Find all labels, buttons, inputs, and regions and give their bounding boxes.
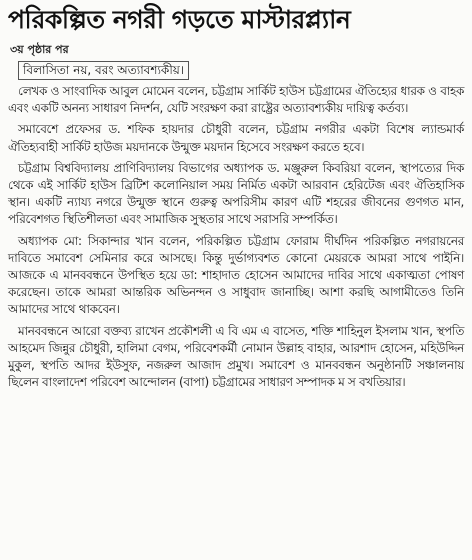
article-paragraph: মানববন্ধনে আরো বক্তব্য রাখেন প্রকৌশলী এ বি এম এ বাসেত, শক্তি শাহিনুল ইসলাম খান, স্থপতি আহমেদ জিন্নুর চৌধুরী, হালিমা বেগম, পরিবেশকর্মী নোমান উল্লাহ বাহার, আরশাদ হোসেন, মহিউদ্দিন মুকুল, স্থপতি আদর ইউসুফ, নজরুল আজাদ প্রমুখ। সমাবেশ ও মানববন্ধন অনুষ্ঠানটি সঞ্চালনায় ছিলেন বাংলাদেশ পরিবেশ আন্দোলন (বাপা) চট্টগ্রামের সাধারণ সম্পাদক ম স বখতিয়ার। bbox=[8, 323, 464, 390]
headline: পরিকল্পিত নগরী গড়তে মাস্টারপ্ল্যান bbox=[8, 5, 351, 34]
article-paragraph: সমাবেশে প্রফেসর ড. শফিক হায়দার চৌধুরী বলেন, চট্টগ্রাম নগরীর একটা বিশেষ ল্যান্ডমার্ক ঐতিহ্যবাহী সার্কিট হাউজ ময়দানকে উন্মুক্ত ময়দান হিসেবে সংরক্ষণ করতে হবে। bbox=[8, 122, 464, 154]
article-paragraph: অধ্যাপক মো: সিকান্দার খান বলেন, পরিকল্পিত চট্টগ্রাম ফোরাম দীর্ঘদিন পরিকল্পিত নগরায়নের দাবিতে সমাবেশ সেমিনার করে আসছে। কিন্তু দুর্ভাগ্যবশত কোনো মেয়রকে আমরা সাথে পাইনি। আজকে এ মানববন্ধনে উপস্থিত হয়ে ডা: শাহাদাত হোসেন আমাদের দাবির সাথে একাত্মতা পোষণ করেছেন। তাকে আমরা আন্তরিক অভিনন্দন ও সাধুবাদ জানাচ্ছি। আশা করছি আগামীতেও তিনি আমাদের সাথে থাকবেন। bbox=[8, 233, 464, 317]
lead-line: বিলাসিতা নয়, বরং অত্যাবশ্যকীয়। bbox=[18, 61, 189, 80]
article-paragraph: লেখক ও সাংবাদিক আবুল মোমেন বলেন, চট্টগ্রাম সার্কিট হাউস চট্টগ্রামের ঐতিহ্যের ধারক ও বাহক এবং একটি অনন্য সাধারণ নিদর্শন, যেটি সংরক্ষণ করা রাষ্ট্রের অত্যাবশ্যকীয় দায়িত্ব কর্তব্য। bbox=[8, 84, 464, 116]
article-paragraph: চট্টগ্রাম বিশ্ববিদ্যালয় প্রাণিবিদ্যালয় বিভাগের অধ্যাপক ড. মঞ্জুরুল কিবরিয়া বলেন, স্থাপত্যের দিক থেকে এই সার্কিট হাউস ব্রিটিশ কলোনিয়াল সময় নির্মিত একটা আরবান হেরিটেজ এবং ঐতিহাসিক স্থান। একটি ন্যায্য নগরে উন্মুক্ত স্থানে গুরুত্ব অপরিসীম কারণ এটি শহরের জীবনের গুণগত মান, পরিবেশগত স্থিতিশীলতা এবং সামাজিক সুস্থতার সাথে সরাসরি সম্পর্কিত। bbox=[8, 160, 464, 227]
continued-from-label: ৩য় পৃষ্ঠার পর bbox=[10, 43, 69, 56]
article-body bbox=[8, 83, 464, 391]
